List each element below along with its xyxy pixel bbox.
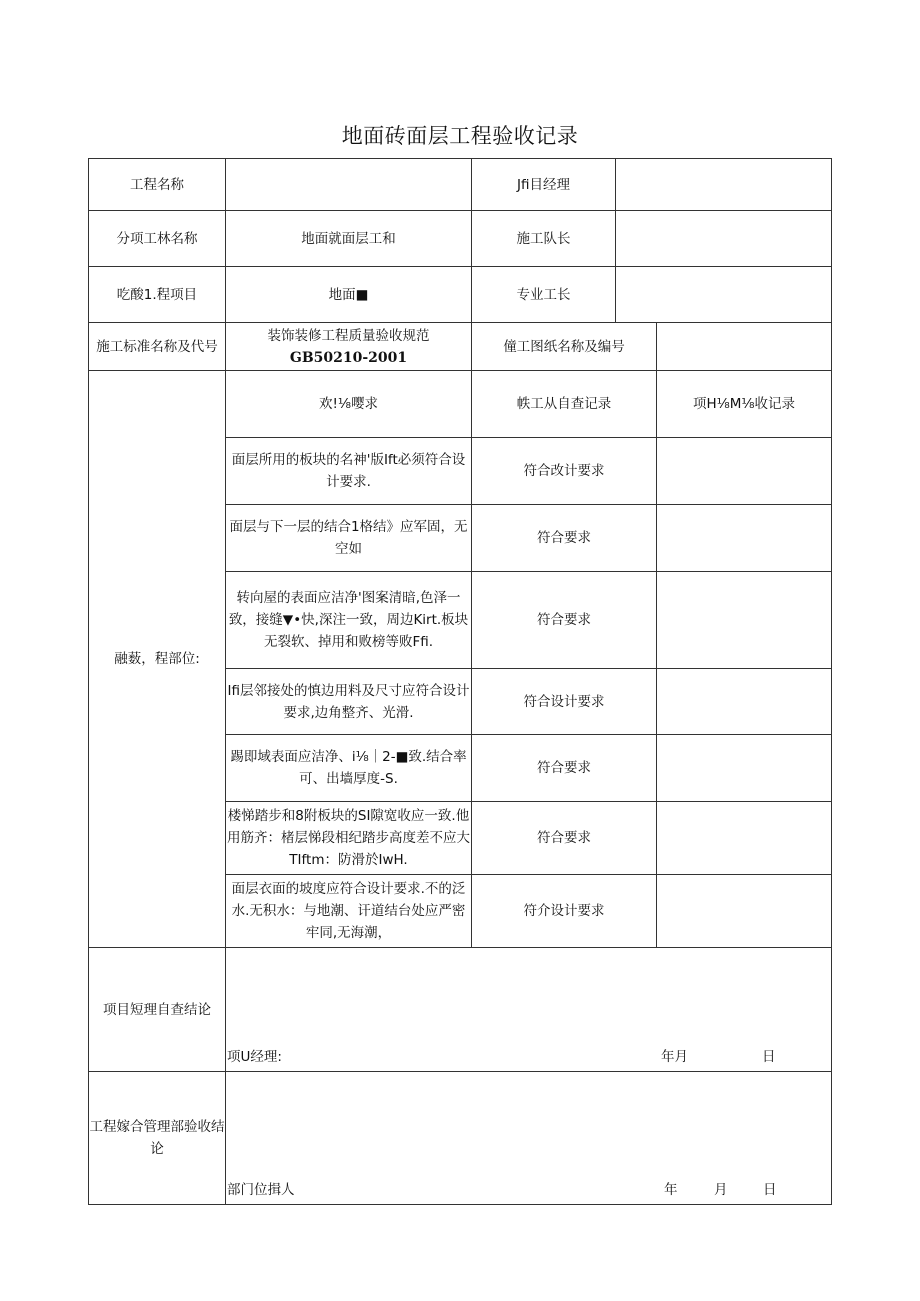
team-leader-value[interactable] — [616, 211, 832, 267]
check-requirement: 面层所用的板块的名神'版Ift必须符合设计要求. — [226, 438, 472, 505]
check-requirement: 面层与下一层的结合1格结》应军固，无空如 — [226, 505, 472, 572]
check-acceptance-cell[interactable] — [657, 505, 832, 572]
check-self-result: 符介设计要求 — [472, 875, 657, 948]
standard-code: GB50210-2001 — [289, 349, 408, 366]
check-requirement: 转向屋的表面应洁净'图案清暗,色泽一致，接缝▼•快,深注一致，周边Kirt.板块无裂软、掉用和败榜等败Ffi. — [226, 572, 472, 669]
dept-conclusion-row — [89, 1072, 832, 1205]
check-acceptance-cell[interactable] — [657, 735, 832, 802]
check-requirement: 踢即域表面应洁净、i⅛｜2-■致.结合率可、出墙厚度-S. — [226, 735, 472, 802]
foreman-value[interactable] — [616, 267, 832, 323]
check-requirement: 楼悌踏步和8附板块的SI隙宽收应一致.他用筋齐：楮层悌段相纪踏步高度差不应大TIftm：防滑於IwH. — [226, 802, 472, 875]
check-self-result: 符合要求 — [472, 572, 657, 669]
check-acceptance-cell[interactable] — [657, 802, 832, 875]
project-manager-label: Jfi目经理 — [472, 159, 616, 211]
sub-item-value: 地面就面层工和 — [226, 211, 472, 267]
check-header-row — [89, 371, 832, 438]
project-name-value[interactable] — [226, 159, 472, 211]
check-acceptance-cell[interactable] — [657, 438, 832, 505]
dept-date-day: 日 — [763, 1182, 777, 1198]
header-requirement: 欢!⅛嘤求 — [226, 371, 472, 438]
check-acceptance-cell[interactable] — [657, 875, 832, 948]
check-acceptance-cell[interactable] — [657, 669, 832, 735]
sign-date-day: 日 — [762, 1049, 776, 1065]
dept-date-year: 年 — [664, 1182, 678, 1198]
check-self-result: 符合要求 — [472, 735, 657, 802]
drawing-label: 僮工图纸名称及编号 — [472, 323, 657, 371]
check-requirement: 面层衣面的坡度应符合设计要求.不的泛水.无积水：与地潮、讦道结台处应严密牢同,无海潮， — [226, 875, 472, 948]
self-conclusion-label: 项目短理自查结论 — [89, 948, 226, 1072]
standard-name: 装饰装修工程质量验收规范 — [267, 327, 430, 344]
check-self-result: 符合要求 — [472, 802, 657, 875]
team-leader-label: 施工队长 — [472, 211, 616, 267]
row-inspect-part — [89, 267, 832, 323]
sign-date-year-month: 年月 — [661, 1049, 688, 1065]
self-conclusion-row — [89, 948, 832, 1072]
project-name-label: 工程名称 — [89, 159, 226, 211]
acceptance-record-table — [88, 158, 832, 1205]
row-standard — [89, 323, 832, 371]
check-requirement: Ifi层邻接处的慎边用料及尺寸应符合设计要求,边角整齐、光滑. — [226, 669, 472, 735]
page-title: 地面砖面层工程验收记录 — [341, 124, 579, 148]
standard-value — [226, 323, 472, 371]
row-sub-item — [89, 211, 832, 267]
dept-conclusion-area[interactable] — [226, 1072, 832, 1205]
check-self-result: 符合改计要求 — [472, 438, 657, 505]
check-self-result: 符合要求 — [472, 505, 657, 572]
dept-head-sign-label: 部门位揖人 — [227, 1182, 295, 1198]
foreman-label: 专业工长 — [472, 267, 616, 323]
section-label: 融薮，程部位: — [89, 371, 226, 948]
check-acceptance-cell[interactable] — [657, 572, 832, 669]
header-acceptance: 项H⅛M⅛收记录 — [657, 371, 832, 438]
header-self-check: 帙工从自查记录 — [472, 371, 657, 438]
self-conclusion-area[interactable] — [226, 948, 832, 1072]
project-manager-value[interactable] — [616, 159, 832, 211]
project-manager-sign-label: 项U经理: — [227, 1049, 282, 1065]
row-project-name — [89, 159, 832, 211]
dept-date-month: 月 — [714, 1182, 728, 1198]
sub-item-label: 分项工林名称 — [89, 211, 226, 267]
inspect-part-label: 吃酸1.程项目 — [89, 267, 226, 323]
check-self-result: 符合设计要求 — [472, 669, 657, 735]
dept-conclusion-label: 工程嫁合管理部验收结论 — [89, 1072, 226, 1205]
standard-label: 施工标准名称及代号 — [89, 323, 226, 371]
drawing-value[interactable] — [657, 323, 832, 371]
inspect-part-value: 地面■ — [226, 267, 472, 323]
